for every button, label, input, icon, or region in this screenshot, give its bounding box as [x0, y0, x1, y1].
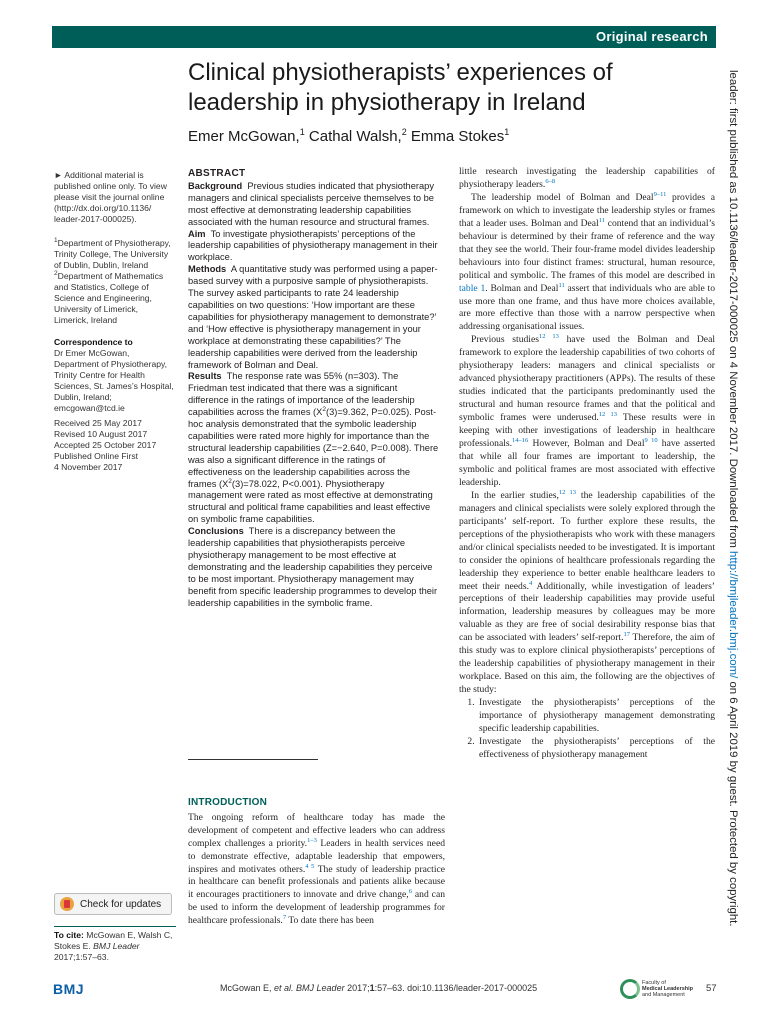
reference-link[interactable]: 9–11 [653, 190, 667, 198]
reference-link[interactable]: 17 [623, 631, 630, 639]
body-text: Additionally, while investigation of leaders’ perceptions of their leadership capabilities may provide useful information, leadership measures by colleagues may be more valuable as they are free of social desirability response bias that can be associated with leaders’ self-report. [459, 580, 715, 644]
date-received: Received 25 May 2017 [54, 418, 142, 428]
abstract-label: Methods [188, 264, 227, 275]
body-text: These results were in keeping with other investigations of leadership in healthcare professionals. [459, 412, 715, 450]
footer-text: :57–63. doi:10.1136/leader-2017-000025 [374, 983, 538, 993]
body-paragraph [459, 166, 715, 192]
body-text: . Bolman and Deal [485, 282, 559, 294]
reference-link[interactable]: 14–16 [512, 436, 529, 444]
abstract-label: Conclusions [188, 526, 244, 537]
abstract-text: The response rate was 55% (n=303). The Friedman test indicated that there was a significant difference in the ratings of importance of the leadership capabilities across the frames (X [188, 371, 415, 418]
body-text: Leaders in health services need to demonstrate effective, adaptable leadership that empowers, inspires and motivates others. [188, 837, 446, 875]
body-text: The ongoing reform of healthcare today has made the development of competent and effective leaders who can address complex challenges a priority. [188, 811, 445, 849]
introduction-paragraph [188, 812, 445, 928]
objectives-list [459, 697, 715, 762]
side-note-prefix: leader: first published as 10.1136/leader-2017-000025 on 4 November 2017. Downloaded from [727, 70, 739, 552]
body-right-column [459, 166, 715, 762]
body-paragraph [459, 490, 715, 697]
abstract-methods [188, 264, 440, 371]
reference-link[interactable]: 12 13 [598, 410, 618, 418]
affiliation-2: Department of Mathematics and Statistics, College of Science and Engineering, University of Limerick, Limerick, Ireland [54, 271, 164, 325]
introduction-heading: INTRODUCTION [188, 797, 268, 808]
citation-text: 2017;1:57–63. [54, 952, 109, 962]
body-paragraph [459, 334, 715, 489]
abstract-text: To investigate physiotherapists’ perceptions of the leadership capabilities of physiotherapy management in their workplace. [188, 228, 438, 263]
citation-box [54, 926, 176, 963]
additional-material-note [54, 170, 174, 225]
author-name: Cathal Walsh, [308, 128, 402, 145]
fmlm-logo-text [642, 980, 693, 998]
journal-link[interactable]: http://bmjleader.bmj.com/ [727, 551, 739, 679]
logo-line: Medical Leadership [642, 986, 694, 992]
abstract-text: (3)=78.022, P<0.001). Physiotherapy management were rated as most effective at demonstrating structural and political frame capabilities and least effective on symbolic frame capabilities. [188, 478, 433, 525]
abstract-text: A quantitative study was performed using a paper-based survey with a purposive sample of physiotherapists. The survey asked participants to rate 24 leadership capabilities on two questions: ‘How important are these capabilities for physiotherapy management to demonstrate?’ and ‘How effective is physiotherapy management in your workplace at demonstrating these capabilities?’ The leadership capabilities were derived from the leadership framework of Bolman and Deal. [188, 264, 438, 370]
bmj-logo: BMJ [53, 981, 85, 997]
date-published-label: Published Online First [54, 451, 139, 461]
body-text: Therefore, the aim of this study was to explore clinical physiotherapists’ perceptions of the leadership capabilities of physiotherapy management in their workplace. Based on this aim, the following are the objectives of the study: [459, 632, 715, 696]
page-number: 57 [706, 983, 717, 994]
logo-line: and Management [642, 992, 685, 998]
abstract-text: (3)=9.362, P=0.025). Post-hoc analysis demonstrated that the symbolic leadership capabilities were rated more highly for importance than the structural leadership capabilities (Z=−2.640, P=0.008). There was also a significant difference in the ratings of effectiveness on the leadership capabilities across the frames (X [188, 407, 439, 489]
reference-link[interactable]: 9 10 [644, 436, 658, 444]
body-paragraph [459, 192, 715, 334]
abstract [188, 168, 440, 610]
body-text: The study of leadership practice in healthcare can benefit professionals and patients alike because it encourages practitioners to innovate and drive change, [188, 863, 445, 901]
abstract-conclusions [188, 526, 440, 609]
body-text: have asserted that while all four frames are important to leadership, the symbolic and political frames are most associated with effective leadership. [459, 438, 715, 488]
logo-line: Faculty of [642, 980, 666, 986]
reference-link[interactable]: 12 13 [538, 333, 559, 341]
objective-item: 1. Investigate the physiotherapists’ perceptions of the importance of physiotherapy management demonstrating specific leadership capabilities. [477, 697, 715, 736]
footer-volume: 1 [369, 983, 375, 993]
introduction [188, 797, 445, 928]
author-list [188, 128, 728, 145]
abstract-label: Aim [188, 228, 206, 239]
reference-link[interactable]: 11 [598, 216, 605, 224]
author-name: Emer McGowan, [188, 128, 300, 145]
table-link[interactable]: table 1 [459, 282, 486, 294]
author-affiliation-sup: 2 [401, 127, 407, 137]
author-name: Emma Stokes [410, 128, 505, 145]
body-text: assert that individuals who are able to use more than one frame, and thus have more choices available, are more effective than those with a narrow perspective when addressing organisational issues. [459, 282, 715, 333]
footer-text: et al. BMJ Leader [274, 983, 345, 993]
author-affiliation-sup: 1 [504, 127, 510, 137]
affiliation-sup: 2 [54, 270, 58, 278]
fmlm-ring-icon [620, 979, 640, 999]
affiliation-1: Department of Physiotherapy, Trinity College, The University of Dublin, Dublin, Ireland [54, 238, 171, 270]
author-affiliation-sup: 1 [299, 127, 305, 137]
check-for-updates-label: Check for updates [80, 898, 162, 910]
citation-label: To cite: [54, 930, 84, 940]
section-banner [52, 26, 716, 48]
reference-link[interactable]: 6 [408, 888, 412, 896]
footer-text: McGowan E, [220, 983, 275, 993]
copyright-side-note [727, 70, 750, 950]
body-text: To date there has been [286, 915, 374, 927]
abstract-aim [188, 229, 440, 265]
body-text: provides a framework on which to investigate the leadership styles or frames that a leader uses. Bolman and Deal [459, 191, 715, 229]
body-text: have used the Bolman and Deal framework to explore the leadership capabilities of two cohorts of physiotherapy leaders: managers and clinical specialists or advanced physiotherapy practitioners (APPs). The results of these studies indicated that the participants predominantly used the structural and human resource frames and that the political and symbolic frames were underused. [459, 334, 715, 424]
reference-link[interactable]: 11 [558, 281, 565, 289]
body-text: However, Bolman and Deal [528, 438, 645, 450]
body-text: the leadership capabilities of the managers and clinical specialists were solely explored through the participants’ self-report. To further explore these results, the perceptions of the physiotherapists who work with these managers and/or clinical specialists needed to be investigated. It is important to consider the opinions of healthcare professionals regarding the leadership they experience to better enable healthcare leaders to meet their needs. [459, 489, 716, 592]
abstract-divider [188, 759, 318, 760]
reference-link[interactable]: 1–3 [307, 836, 317, 844]
abstract-text: There is a discrepancy between the leadership capabilities that physiotherapists perceive physiotherapy management to be most effective at demonstrating and the leadership capabilities they perceive to be most important. Physiotherapy management may benefit from specific leadership programmes to develop their leadership capabilities in the symbolic frame. [188, 526, 438, 608]
section-label: Original research [595, 29, 708, 44]
reference-link[interactable]: 4 5 [305, 862, 315, 870]
body-text: The leadership model of Bolman and Deal [471, 191, 654, 203]
abstract-heading: ABSTRACT [188, 168, 246, 179]
abstract-background [188, 181, 440, 229]
correspondence [54, 337, 174, 414]
abstract-label: Background [188, 180, 243, 191]
article-dates [54, 418, 174, 473]
superscript: 2 [322, 406, 326, 414]
body-text: Previous studies [471, 334, 539, 346]
article-title: Clinical physiotherapists’ experiences of leadership in physiotherapy in Ireland [188, 59, 613, 116]
date-published: 4 November 2017 [54, 462, 123, 472]
fmlm-logo [620, 978, 710, 1002]
body-text: little research investigating the leadership capabilities of physiotherapy leaders. [459, 166, 715, 190]
reference-link[interactable]: 7 [282, 913, 287, 921]
citation-text: McGowan E, Walsh C, Stokes E. [54, 930, 173, 951]
abstract-text: Previous studies indicated that physiotherapy managers and clinical specialists perceive themselves to be most effective at demonstrating leadership capabilities associated with the human resource and structural frames. [188, 180, 434, 227]
superscript: 2 [228, 477, 232, 485]
correspondence-text: Dr Emer McGowan, Department of Physiotherapy, Trinity Centre for Health Sciences, St. James’s Hospital, Dublin, Ireland; emcgowan@tcd.ie [54, 348, 174, 413]
body-text: and can be used to inform the development of leadership programmes for healthcare professionals. [188, 889, 445, 927]
objective-item: 2. Investigate the physiotherapists’ perceptions of the effectiveness of physiotherapy management [477, 736, 715, 762]
footer-citation [220, 983, 537, 993]
body-text: contend that an individual’s behaviour is determined by their frame of reference and the way that they see the world. Their four-frame model divides leadership behaviours into four distinct frames: structural, human resource, political and symbolic. The frames of this model are described in [459, 217, 715, 281]
affiliations [54, 238, 174, 326]
check-for-updates-button[interactable] [54, 893, 172, 915]
reference-link[interactable]: 12 13 [558, 488, 577, 496]
abstract-label: Results [188, 371, 222, 382]
date-revised: Revised 10 August 2017 [54, 429, 148, 439]
affiliation-sup: 1 [54, 237, 58, 245]
citation-journal: BMJ Leader [93, 941, 140, 951]
side-note-suffix: on 6 April 2019 by guest. Protected by copyright. [727, 678, 739, 927]
abstract-results [188, 371, 440, 526]
body-text: In the earlier studies, [471, 489, 559, 501]
correspondence-heading: Correspondence to [54, 337, 133, 347]
crossmark-icon [60, 897, 74, 911]
date-accepted: Accepted 25 October 2017 [54, 440, 157, 450]
additional-material-text: ► Additional material is published online only. To view please visit the journal online (http://dx.doi.org/10.1136/ leader-2017-000025). [54, 170, 167, 224]
footer-text: 2017; [344, 983, 370, 993]
reference-link[interactable]: 4 [528, 579, 533, 587]
reference-link[interactable]: 6–8 [545, 177, 556, 185]
